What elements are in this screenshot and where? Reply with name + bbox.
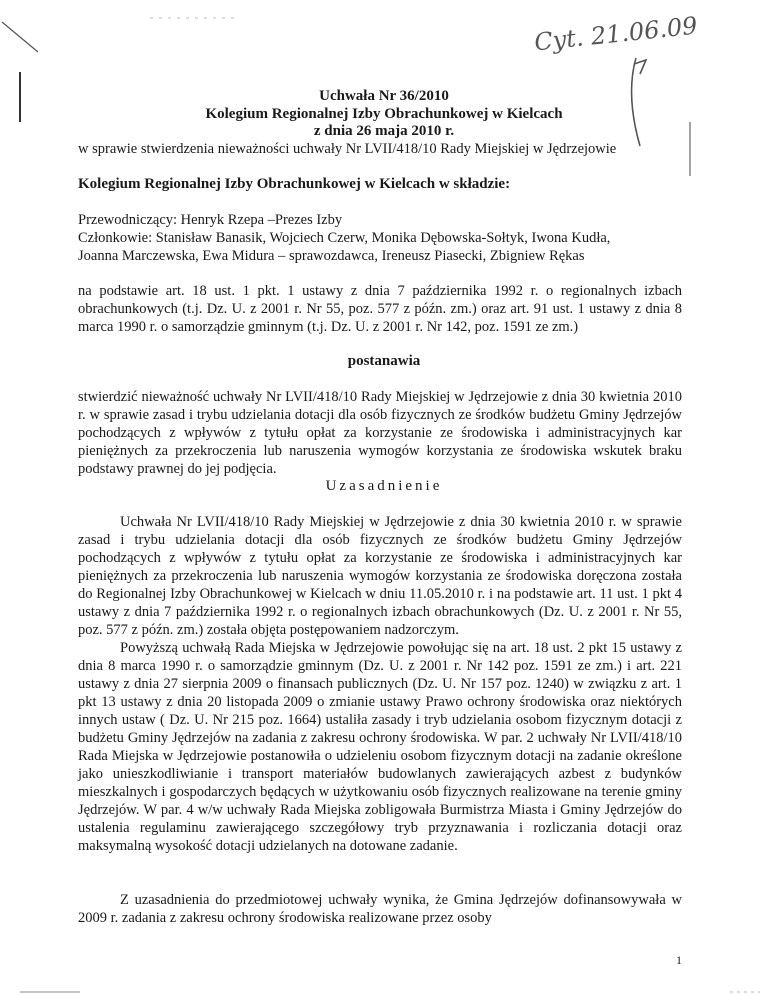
resolution-date: z dnia 26 maja 2010 r. bbox=[313, 123, 455, 139]
issuing-body: Kolegium Regionalnej Izby Obrachunkowej w Kielcach bbox=[205, 106, 563, 122]
legal-basis: na podstawie art. 18 ust. 1 pkt. 1 ustawy z dnia 7 października 1992 r. o regionalnych izbach obrachunkowych (t.j. Dz. U. z 2001 r. Nr 55, poz. 577 z późn. zm.) oraz art. 91 ust. 1 ustawy z dnia 8 marca 1990 r. o samorządzie gminnym (t.j. Dz. U. z 2001 r. Nr 142, poz. 1591 ze zm.) bbox=[78, 283, 682, 335]
page-number: 1 bbox=[676, 953, 682, 967]
justification-paragraph-3: Z uzasadnienia do przedmiotowej uchwały wynika, że Gmina Jędrzejów dofinansowywała w 2009 r. zadania z zakresu ochrony środowiska realizowane przez osoby bbox=[78, 892, 682, 926]
resolves-heading: postanawia bbox=[347, 353, 421, 369]
resolution-number: Uchwała Nr 36/2010 bbox=[319, 88, 449, 104]
resolution-text: stwierdzić nieważność uchwały Nr LVII/418/10 Rady Miejskiej w Jędrzejowie z dnia 30 kwietnia 2010 r. w sprawie zasad i trybu udzielania dotacji dla osób fizycznych ze środków budżetu Gminy Jędrzejów pochodzących z wpływów z tytułu opłat za korzystanie ze środowiska i administracyjnych kar pieniężnych za przekroczenia lub naruszenia wymogów korzystania ze środowiska wskutek braku podstawy prawnej do jej podjęcia. bbox=[78, 389, 682, 477]
handwritten-note: Cyt. 21.06.09 bbox=[532, 11, 699, 57]
resolution-subject: w sprawie stwierdzenia nieważności uchwały Nr LVII/418/10 Rady Miejskiej w Jędrzejowie bbox=[78, 141, 617, 157]
composition-heading: Kolegium Regionalnej Izby Obrachunkowej w Kielcach w składzie: bbox=[78, 176, 511, 192]
chairperson: Przewodniczący: Henryk Rzepa –Prezes Izby bbox=[78, 212, 343, 228]
justification-paragraph-1: Uchwała Nr LVII/418/10 Rady Miejskiej w Jędrzejowie z dnia 30 kwietnia 2010 r. w sprawie zasad i trybu udzielania dotacji dla osób fizycznych ze środków budżetu Gminy Jędrzejów pochodzących z wpływów z tytułu opłat za korzystanie ze środowiska i administracyjnych kar pieniężnych za przekroczenia lub naruszenia wymogów korzystania ze środowiska doręczona została do Regionalnej Izby Obrachunkowej w Kielcach w dniu 11.05.2010 r. i na podstawie art. 11 ust. 1 pkt 4 ustawy z dnia 7 października 1992 r. o regionalnych izbach obrachunkowych (Dz. U. z 2001 r. Nr 55, poz. 577 z późn. zm.) została objęta postępowaniem nadzorczym. bbox=[78, 514, 682, 638]
justification-heading: Uzasadnienie bbox=[325, 478, 443, 494]
members-line-2: Joanna Marczewska, Ewa Midura – sprawozdawca, Ireneusz Piasecki, Zbigniew Rękas bbox=[78, 248, 585, 264]
members-line-1: Członkowie: Stanisław Banasik, Wojciech Czerw, Monika Dębowska-Sołtyk, Iwona Kudła, bbox=[78, 230, 611, 246]
justification-paragraph-2: Powyższą uchwałą Rada Miejska w Jędrzejowie powołując się na art. 18 ust. 2 pkt 15 ustawy z dnia 8 marca 1990 r. o samorządzie gminnym (Dz. U. z 2001 r. Nr 142 poz. 1591 ze zm.) i art. 221 ustawy z dnia 27 sierpnia 2009 o finansach publicznych (Dz. U. Nr 157 poz. 1240) w związku z art. 1 pkt 13 ustawy z dnia 20 listopada 2009 o zmianie ustawy Prawo ochrony środowiska oraz niektórych innych ustaw ( Dz. U. Nr 215 poz. 1664) ustaliła zasady i tryb udzielania osobom fizycznym dotacji z budżetu Gminy Jędrzejów na zadania z zakresu ochrony środowiska. W par. 2 uchwały Nr LVII/418/10 Rada Miejska w Jędrzejowie postanowiła o udzieleniu osobom fizycznym dotacji na zadanie określone jako unieszkodliwianie i transport materiałów budowlanych zawierających azbest z budynków mieszkalnych i gospodarczych będących w użytkowaniu osób fizycznych realizowane na terenie gminy Jędrzejów. W par. 4 w/w uchwały Rada Miejska zobligowała Burmistrza Miasta i Gminy Jędrzejów do ustalenia regulaminu zawierającego szczegółowy tryb przyznawania i rozliczania dotacji oraz maksymalną wysokość dotacji udzielanych na dotowane zadanie. bbox=[78, 640, 682, 854]
